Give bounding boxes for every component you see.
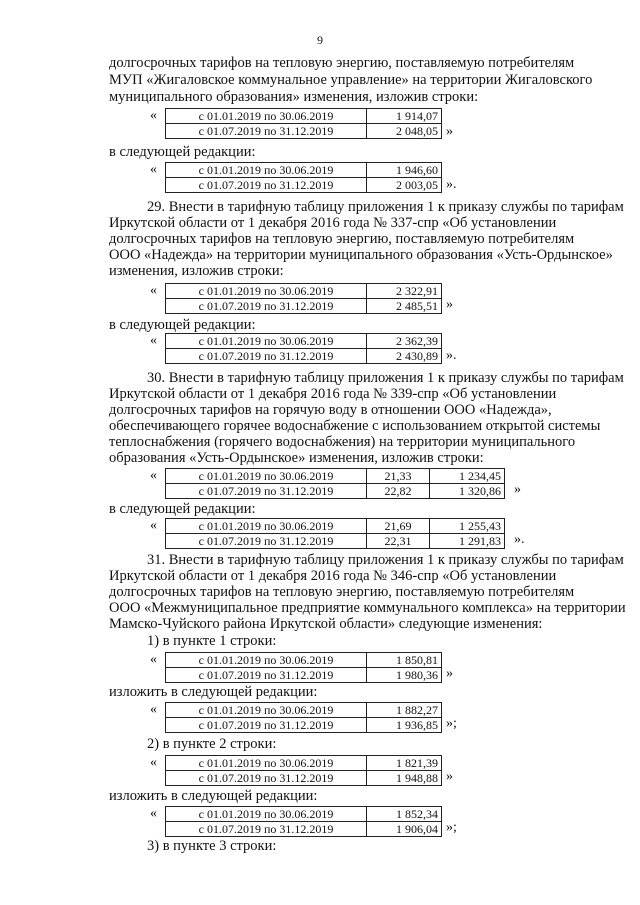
paragraph-line: Мамско-Чуйского района Иркутской области» следующие изменения: [109, 616, 543, 632]
table-cell: 1 914,07 [367, 109, 442, 124]
table-cell: с 01.07.2019 по 31.12.2019 [166, 534, 367, 549]
table-cell: 1 882,27 [367, 703, 442, 718]
table-cell: 1 980,36 [367, 668, 442, 683]
table-row [166, 653, 442, 668]
table-cell: с 01.07.2019 по 31.12.2019 [166, 349, 367, 364]
open-quote: « [150, 468, 157, 483]
table-cell: с 01.01.2019 по 30.06.2019 [166, 284, 367, 299]
table-cell: с 01.07.2019 по 31.12.2019 [166, 771, 367, 786]
sub-item-label: 3) в пункте 3 строки: [147, 838, 277, 854]
table-cell: 2 362,39 [367, 334, 442, 349]
table-cell: 1 936,85 [367, 718, 442, 733]
table-cell: с 01.01.2019 по 30.06.2019 [166, 109, 367, 124]
table-row [166, 109, 442, 124]
table-cell: с 01.01.2019 по 30.06.2019 [166, 163, 367, 178]
table-row [166, 822, 442, 837]
paragraph-line: Иркутской области от 1 декабря 2016 года № 339-спр «Об установлении [109, 386, 557, 402]
close-quote: ». [446, 177, 457, 192]
paragraph-line: МУП «Жигаловское коммунальное управление» на территории Жигаловского [109, 72, 593, 88]
paragraph-line: долгосрочных тарифов на горячую воду в отношении ООО «Надежда», [109, 402, 552, 418]
table-cell: с 01.07.2019 по 31.12.2019 [166, 178, 367, 193]
paragraph-line: изложить в следующей редакции: [109, 788, 318, 804]
table-cell: 21,69 [367, 519, 430, 534]
open-quote: « [150, 755, 157, 770]
table-row [166, 703, 442, 718]
table-row [166, 124, 442, 139]
table-cell: 1 255,43 [430, 519, 505, 534]
table-row [166, 349, 442, 364]
close-quote: » [446, 297, 453, 312]
sub-item-label: 2) в пункте 2 строки: [147, 736, 277, 752]
table-row [166, 469, 505, 484]
tariff-table-old [165, 283, 442, 314]
table-cell: 1 946,60 [367, 163, 442, 178]
table-cell: с 01.01.2019 по 30.06.2019 [166, 334, 367, 349]
sub-item-label: 1) в пункте 1 строки: [147, 633, 277, 649]
table-row [166, 284, 442, 299]
table-cell: 1 948,88 [367, 771, 442, 786]
table-cell: 1 850,81 [367, 653, 442, 668]
table-row [166, 718, 442, 733]
table-row [166, 668, 442, 683]
paragraph-line: долгосрочных тарифов на тепловую энергию, поставляемую потребителям [109, 55, 575, 71]
table-cell: с 01.07.2019 по 31.12.2019 [166, 299, 367, 314]
table-cell: 1 906,04 [367, 822, 442, 837]
table-cell: с 01.01.2019 по 30.06.2019 [166, 756, 367, 771]
table-cell: 2 430,89 [367, 349, 442, 364]
table-cell: 2 003,05 [367, 178, 442, 193]
close-quote: » [446, 666, 453, 681]
close-quote: » [514, 482, 521, 497]
paragraph-line: Иркутской области от 1 декабря 2016 года № 346-спр «Об установлении [109, 568, 557, 584]
table-cell: 1 291,83 [430, 534, 505, 549]
table-row [166, 484, 505, 499]
table-row [166, 771, 442, 786]
table-cell: 2 485,51 [367, 299, 442, 314]
close-quote: ». [446, 348, 457, 363]
paragraph-line: в следующей редакции: [109, 317, 256, 333]
table-cell: с 01.01.2019 по 30.06.2019 [166, 703, 367, 718]
table-cell: 2 048,05 [367, 124, 442, 139]
table-cell: 1 234,45 [430, 469, 505, 484]
paragraph-line: 31. Внести в тарифную таблицу приложения 1 к приказу службы по тарифам [147, 552, 624, 568]
paragraph-line: в следующей редакции: [109, 501, 256, 517]
tariff-table-old [165, 468, 505, 499]
paragraph-line: Иркутской области от 1 декабря 2016 года № 337-спр «Об установлении [109, 215, 557, 231]
tariff-table-new [165, 162, 442, 193]
table-cell: 22,31 [367, 534, 430, 549]
page-number: 9 [317, 33, 323, 47]
table-row [166, 178, 442, 193]
table-cell: 1 320,86 [430, 484, 505, 499]
open-quote: « [150, 806, 157, 821]
table-cell: с 01.07.2019 по 31.12.2019 [166, 718, 367, 733]
tariff-table-new [165, 806, 442, 837]
close-quote: » [446, 769, 453, 784]
paragraph-line: ООО «Межмуниципальное предприятие коммунального комплекса» на территории [109, 600, 626, 616]
paragraph-line: изменения, изложив строки: [109, 263, 284, 279]
table-cell: с 01.07.2019 по 31.12.2019 [166, 822, 367, 837]
open-quote: « [150, 283, 157, 298]
tariff-table-new [165, 333, 442, 364]
table-row [166, 163, 442, 178]
open-quote: « [150, 518, 157, 533]
paragraph-line: долгосрочных тарифов на тепловую энергию, поставляемую потребителям [109, 231, 575, 247]
table-cell: с 01.01.2019 по 30.06.2019 [166, 653, 367, 668]
open-quote: « [150, 162, 157, 177]
table-row [166, 756, 442, 771]
table-cell: с 01.01.2019 по 30.06.2019 [166, 469, 367, 484]
tariff-table-new [165, 702, 442, 733]
table-row [166, 534, 505, 549]
tariff-table-old [165, 755, 442, 786]
paragraph-line: изложить в следующей редакции: [109, 684, 318, 700]
table-row [166, 519, 505, 534]
paragraph-line: в следующей редакции: [109, 144, 256, 160]
table-row [166, 334, 442, 349]
close-quote: » [446, 124, 453, 139]
table-cell: 21,33 [367, 469, 430, 484]
table-cell: с 01.07.2019 по 31.12.2019 [166, 484, 367, 499]
tariff-table-old [165, 108, 442, 139]
table-cell: 22,82 [367, 484, 430, 499]
close-quote: »; [446, 716, 457, 731]
tariff-table-old [165, 652, 442, 683]
paragraph-line: обеспечивающего горячее водоснабжение с использованием открытой системы [109, 418, 601, 434]
table-row [166, 299, 442, 314]
table-cell: 1 852,34 [367, 807, 442, 822]
paragraph-line: образования «Усть-Ордынское» изменения, изложив строки: [109, 450, 484, 466]
paragraph-line: 29. Внести в тарифную таблицу приложения 1 к приказу службы по тарифам [147, 199, 624, 215]
paragraph-line: долгосрочных тарифов на тепловую энергию, поставляемую потребителям [109, 584, 575, 600]
table-cell: с 01.01.2019 по 30.06.2019 [166, 807, 367, 822]
table-cell: с 01.07.2019 по 31.12.2019 [166, 124, 367, 139]
paragraph-line: теплоснабжения (горячего водоснабжения) на территории муниципального [109, 434, 576, 450]
open-quote: « [150, 333, 157, 348]
close-quote: ». [514, 532, 525, 547]
paragraph-line: муниципального образования» изменения, изложив строки: [109, 89, 479, 105]
open-quote: « [150, 108, 157, 123]
open-quote: « [150, 652, 157, 667]
paragraph-line: ООО «Надежда» на территории муниципального образования «Усть-Ордынское» [109, 247, 613, 263]
table-row [166, 807, 442, 822]
table-cell: 1 821,39 [367, 756, 442, 771]
table-cell: 2 322,91 [367, 284, 442, 299]
paragraph-line: 30. Внести в тарифную таблицу приложения 1 к приказу службы по тарифам [147, 370, 624, 386]
tariff-table-new [165, 518, 505, 549]
open-quote: « [150, 702, 157, 717]
table-cell: с 01.01.2019 по 30.06.2019 [166, 519, 367, 534]
table-cell: с 01.07.2019 по 31.12.2019 [166, 668, 367, 683]
close-quote: »; [446, 820, 457, 835]
